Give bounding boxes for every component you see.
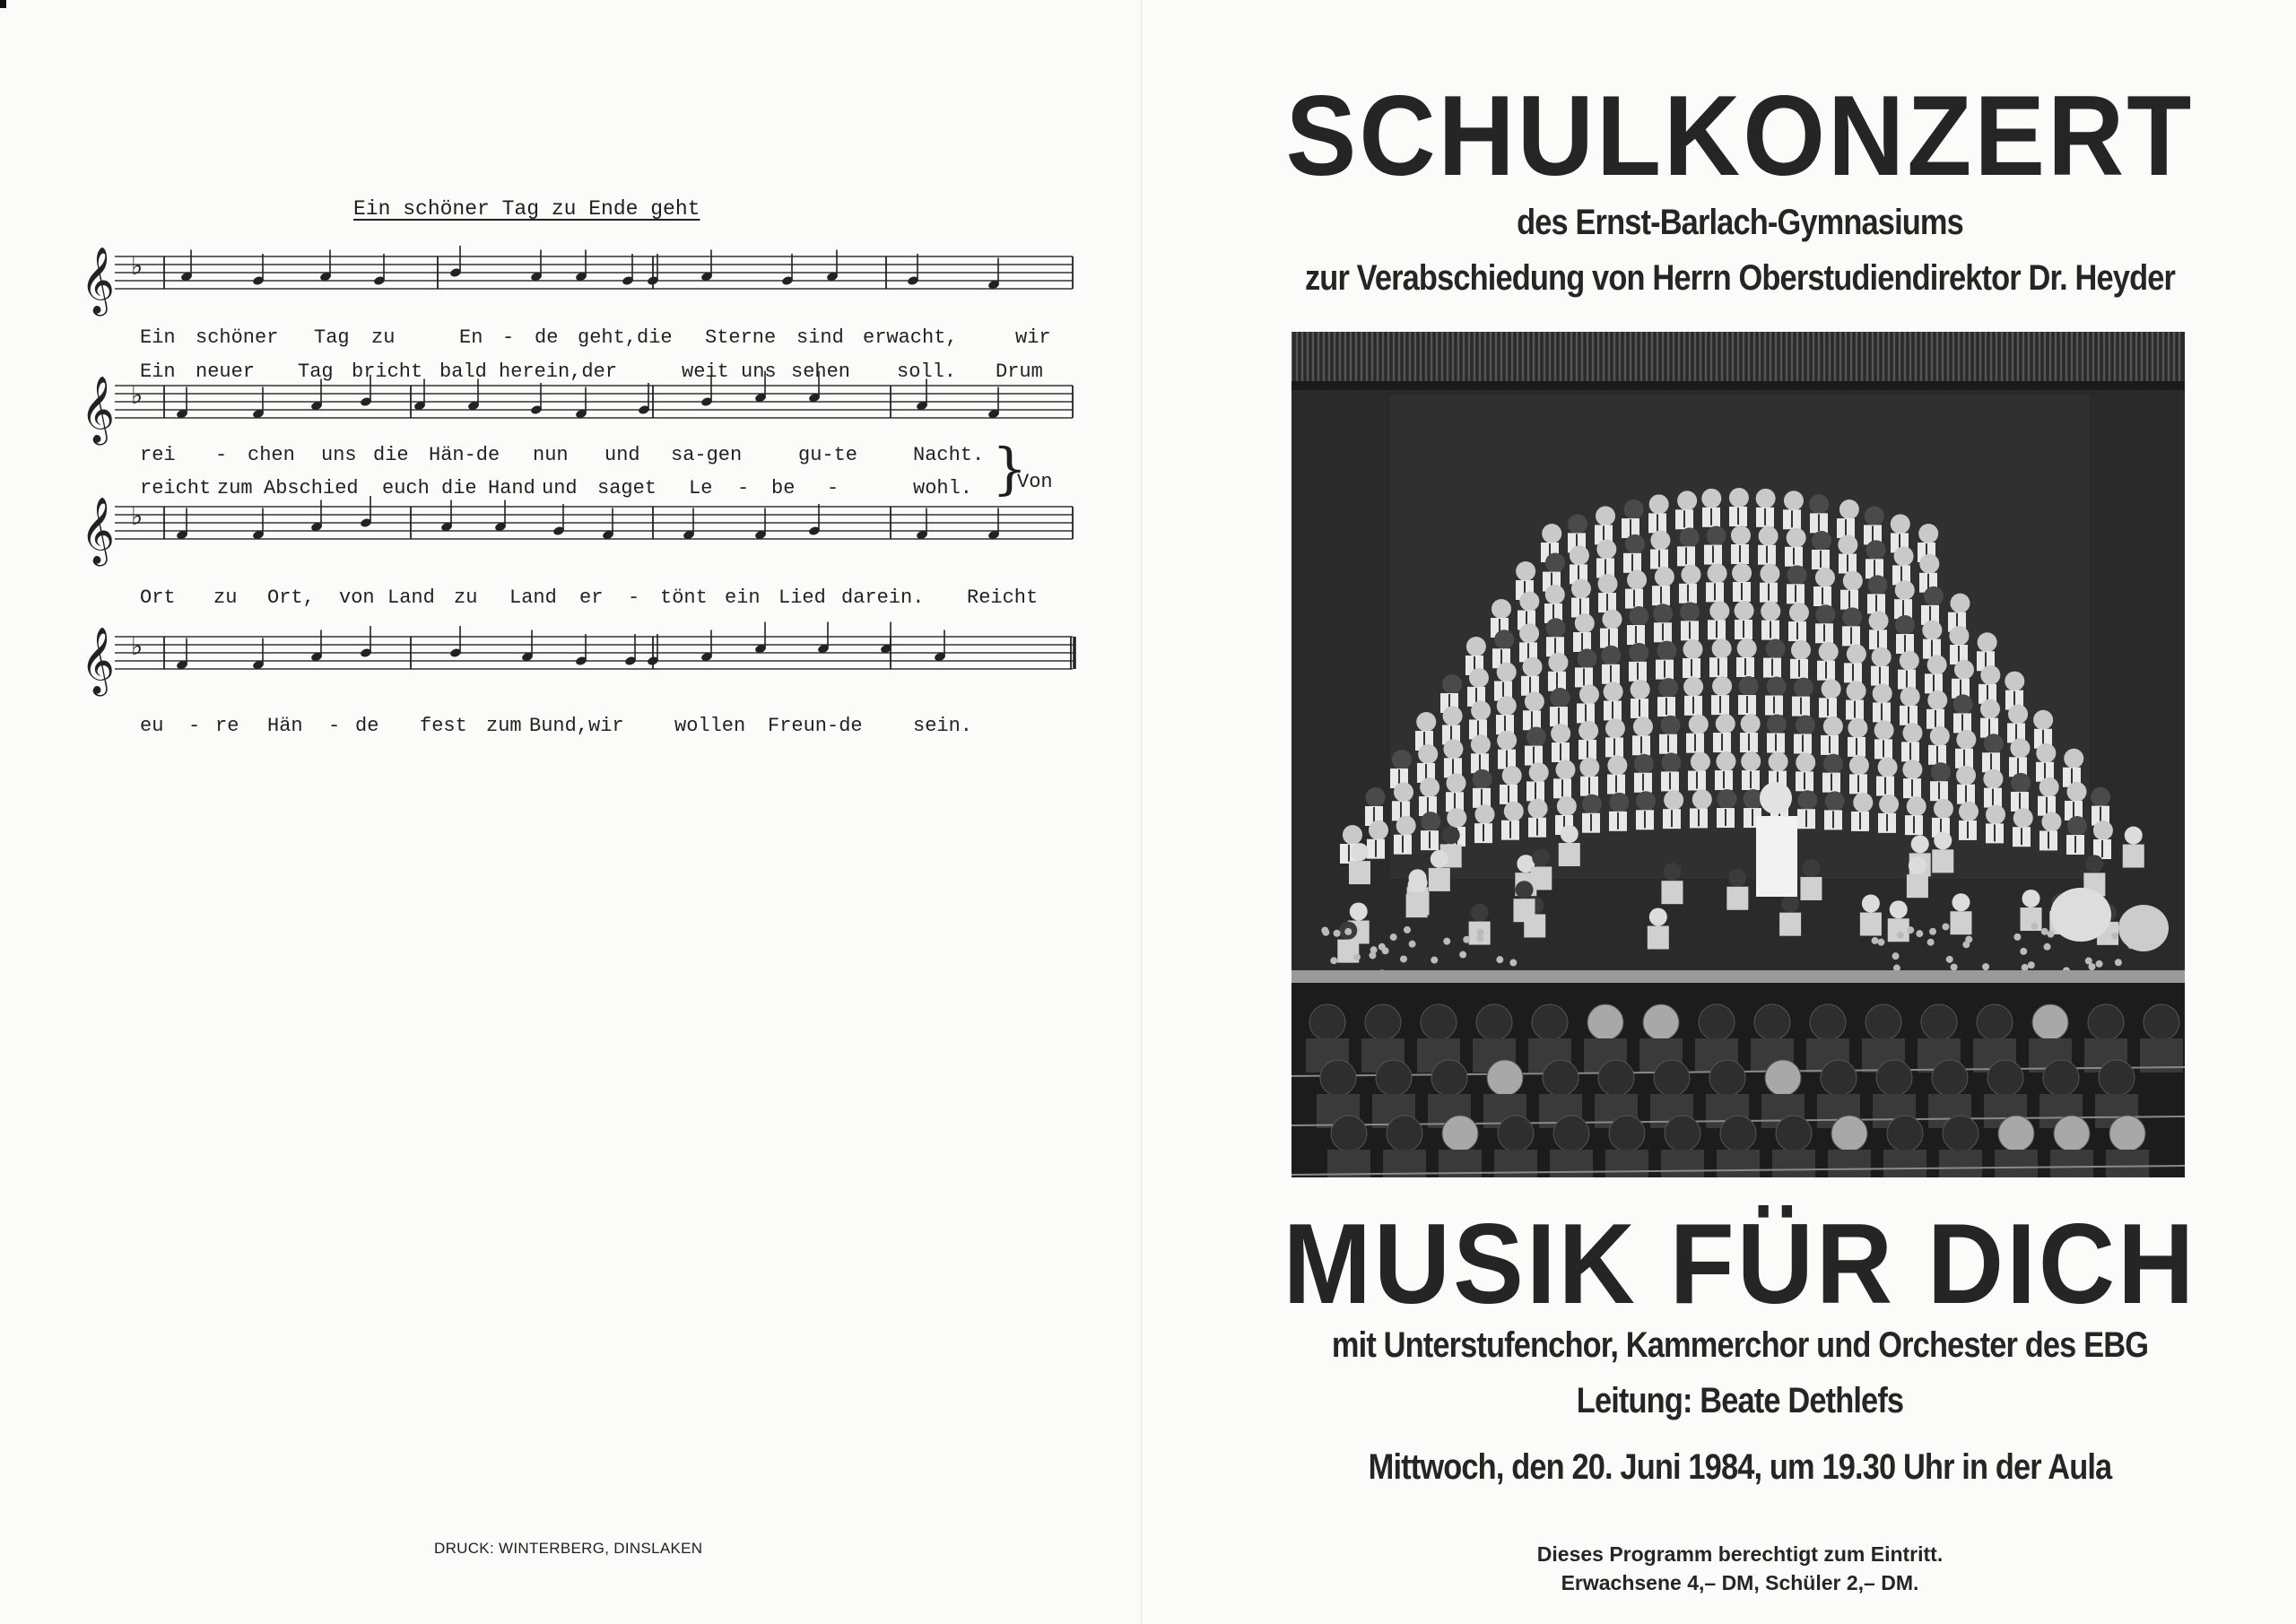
syllable: Drum (996, 360, 1043, 383)
syllable: schöner (196, 326, 279, 349)
music-staff-4 (79, 628, 1076, 694)
concert-painting (1292, 332, 2185, 1177)
syllable: Bund,wir (529, 715, 624, 737)
svg-text:♭: ♭ (131, 251, 144, 281)
syllable: - (628, 586, 640, 609)
syllable: Tag (314, 326, 350, 349)
syllable: Reicht (967, 586, 1039, 609)
syllable: - (328, 715, 341, 737)
syllable: und (604, 444, 640, 466)
date-time-line: Mittwoch, den 20. Juni 1984, um 19.30 Uhr in der Aula (1368, 1447, 2112, 1487)
syllable: Freun-de (768, 715, 863, 737)
syllable: - (827, 477, 839, 499)
syllable: - (215, 444, 228, 466)
syllable: sehen (791, 360, 851, 383)
syllable: gu-te (798, 444, 858, 466)
syllable: re (215, 715, 239, 737)
syllable: nun (533, 444, 569, 466)
syllable: - (737, 477, 750, 499)
concert-motto: MUSIK FÜR DICH (1283, 1200, 2197, 1328)
syllable: eu (140, 715, 164, 737)
syllable: be (771, 477, 796, 499)
page-fold (1141, 0, 1142, 1624)
syllable: Abschied (264, 477, 359, 499)
syllable: reicht (140, 477, 212, 499)
syllable: de (355, 715, 379, 737)
ticket-prices: Erwachsene 4,– DM, Schüler 2,– DM. (1561, 1571, 1919, 1594)
syllable: die (373, 444, 409, 466)
syllable: Ort (140, 586, 176, 609)
syllable: zum (486, 715, 522, 737)
syllable: die (441, 477, 477, 499)
pickup-word: Von (1017, 471, 1053, 493)
syllable: Ein (140, 326, 176, 349)
syllable: zum (217, 477, 253, 499)
syllable: zu (213, 586, 238, 609)
svg-text:𝄞: 𝄞 (81, 498, 115, 564)
syllable: wohl. (913, 477, 973, 499)
printer-credit: DRUCK: WINTERBERG, DINSLAKEN (434, 1540, 703, 1557)
syllable: uns (741, 360, 777, 383)
syllable: neuer (196, 360, 256, 383)
syllable: wir (1015, 326, 1051, 349)
song-title: Ein schöner Tag zu Ende geht (353, 197, 700, 221)
occasion-line: zur Verabschiedung von Herrn Oberstudiendirektor Dr. Heyder (1304, 258, 2176, 298)
syllable: - (188, 715, 201, 737)
concert-title: SCHULKONZERT (1285, 72, 2195, 200)
syllable: bald (439, 360, 487, 383)
syllable: Le (689, 477, 713, 499)
lyric-line-3 (140, 444, 992, 469)
syllable: sein. (913, 715, 973, 737)
music-staff-3 (79, 498, 1076, 564)
syllable: von (339, 586, 375, 609)
school-name: des Ernst-Barlach-Gymnasiums (1517, 203, 1963, 242)
syllable: Nacht. (913, 444, 985, 466)
syllable: herein,der (499, 360, 618, 383)
syllable: Hand (488, 477, 535, 499)
syllable: de (535, 326, 559, 349)
svg-text:♭: ♭ (131, 501, 144, 531)
lyric-line-6 (140, 715, 992, 740)
syllable: weit (682, 360, 729, 383)
syllable: Land (509, 586, 557, 609)
syllable: und (542, 477, 578, 499)
syllable: wollen (674, 715, 746, 737)
syllable: rei (140, 444, 176, 466)
syllable: zu (371, 326, 396, 349)
svg-text:𝄞: 𝄞 (81, 628, 115, 694)
svg-text:𝄞: 𝄞 (81, 377, 115, 443)
syllable: Land (387, 586, 435, 609)
verse-brace: } (992, 436, 1028, 501)
corner-mark (0, 0, 6, 8)
syllable: Ort, (267, 586, 315, 609)
syllable: geht,die (578, 326, 673, 349)
syllable: tönt (660, 586, 708, 609)
syllable: saget (597, 477, 657, 499)
syllable: erwacht, (863, 326, 958, 349)
syllable: Ein (140, 360, 176, 383)
syllable: ein (725, 586, 761, 609)
syllable: sind (796, 326, 844, 349)
syllable: zu (454, 586, 478, 609)
syllable: Hän (267, 715, 303, 737)
music-staff-2 (79, 377, 1076, 443)
syllable: Hän-de (429, 444, 500, 466)
lyric-line-1 (140, 326, 1064, 352)
syllable: fest (420, 715, 467, 737)
syllable: chen (248, 444, 295, 466)
lyric-line-5 (140, 586, 1064, 612)
syllable: Lied (778, 586, 826, 609)
syllable: bricht (352, 360, 423, 383)
syllable: En (459, 326, 483, 349)
admission-note: Dieses Programm berechtigt zum Eintritt. (1536, 1542, 1944, 1566)
svg-text:♭: ♭ (131, 631, 144, 661)
syllable: er (579, 586, 604, 609)
svg-text:♭: ♭ (131, 380, 144, 410)
music-staff-1 (79, 248, 1076, 314)
syllable: uns (321, 444, 357, 466)
syllable: darein. (841, 586, 925, 609)
syllable: Tag (298, 360, 334, 383)
syllable: euch (382, 477, 430, 499)
syllable: soll. (897, 360, 957, 383)
syllable: - (502, 326, 515, 349)
conductor-line: Leitung: Beate Dethlefs (1576, 1381, 1904, 1420)
performers-line: mit Unterstufenchor, Kammerchor und Orchester des EBG (1331, 1325, 2149, 1365)
svg-text:𝄞: 𝄞 (81, 248, 115, 314)
syllable: sa-gen (671, 444, 743, 466)
syllable: Sterne (705, 326, 777, 349)
